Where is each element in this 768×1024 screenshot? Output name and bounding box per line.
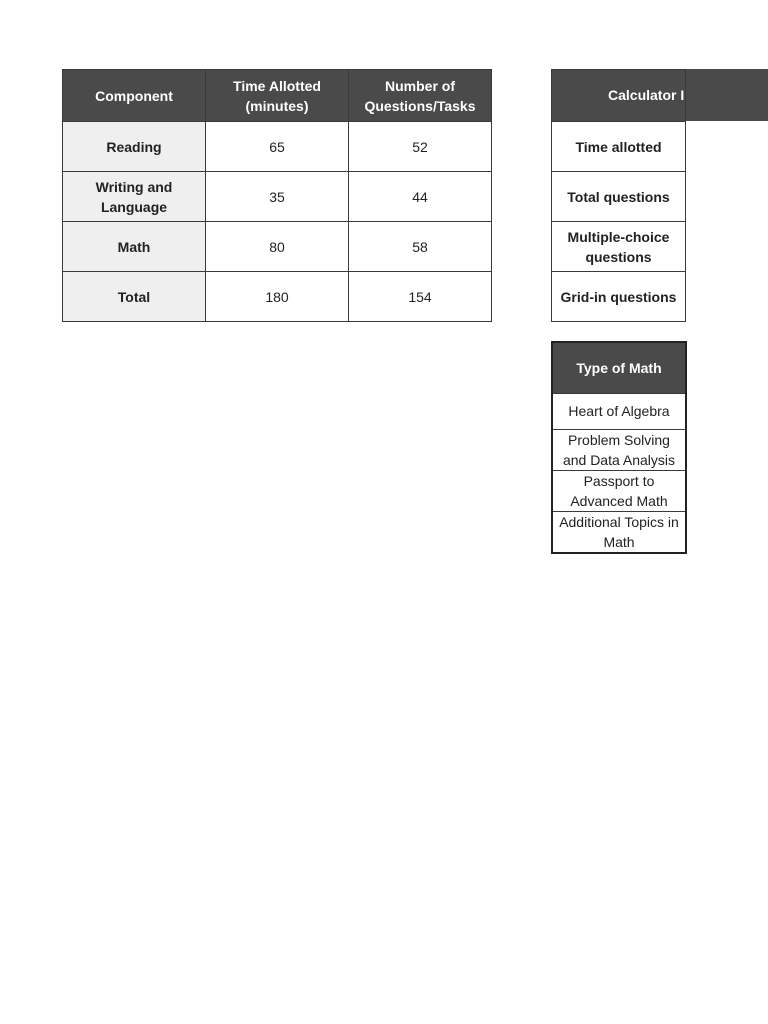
time-cell: 80 — [206, 222, 349, 272]
math-type-cell: Heart of Algebra — [552, 393, 686, 429]
header-time-allotted: Time Allotted (minutes) — [206, 70, 349, 122]
time-cell: 65 — [206, 122, 349, 172]
math-type-cell: Additional Topics in Math — [552, 511, 686, 553]
row-label: Math — [63, 222, 206, 272]
table-row — [63, 172, 492, 222]
row-label: Total — [63, 272, 206, 322]
table-row — [552, 393, 686, 429]
row-label: Time allotted — [552, 122, 686, 172]
row-label: Reading — [63, 122, 206, 172]
calculator-header-label: Calculator I — [608, 87, 684, 103]
questions-cell: 52 — [349, 122, 492, 172]
table-row — [552, 429, 686, 470]
header-number-of-questions: Number of Questions/Tasks — [349, 70, 492, 122]
table-header-row — [552, 342, 686, 393]
questions-cell: 58 — [349, 222, 492, 272]
table-row — [552, 222, 686, 272]
math-types-table — [551, 341, 687, 554]
table-row — [552, 172, 686, 222]
math-type-cell: Problem Solving and Data Analysis — [552, 429, 686, 470]
table-row — [63, 272, 492, 322]
time-cell: 35 — [206, 172, 349, 222]
table-header-row — [63, 70, 492, 122]
questions-cell: 154 — [349, 272, 492, 322]
table-row — [552, 122, 686, 172]
time-cell: 180 — [206, 272, 349, 322]
row-label: Writing and Language — [63, 172, 206, 222]
table-row — [552, 470, 686, 511]
math-types-header: Type of Math — [552, 342, 686, 393]
header-component: Component — [63, 70, 206, 122]
table-row — [552, 272, 686, 322]
calculator-header-overflow — [685, 69, 768, 121]
table-row — [552, 511, 686, 553]
sat-components-table — [62, 69, 492, 322]
row-label: Multiple-choice questions — [552, 222, 686, 272]
row-label: Grid-in questions — [552, 272, 686, 322]
table-row — [63, 222, 492, 272]
questions-cell: 44 — [349, 172, 492, 222]
row-label: Total questions — [552, 172, 686, 222]
math-type-cell: Passport to Advanced Math — [552, 470, 686, 511]
table-row — [63, 122, 492, 172]
